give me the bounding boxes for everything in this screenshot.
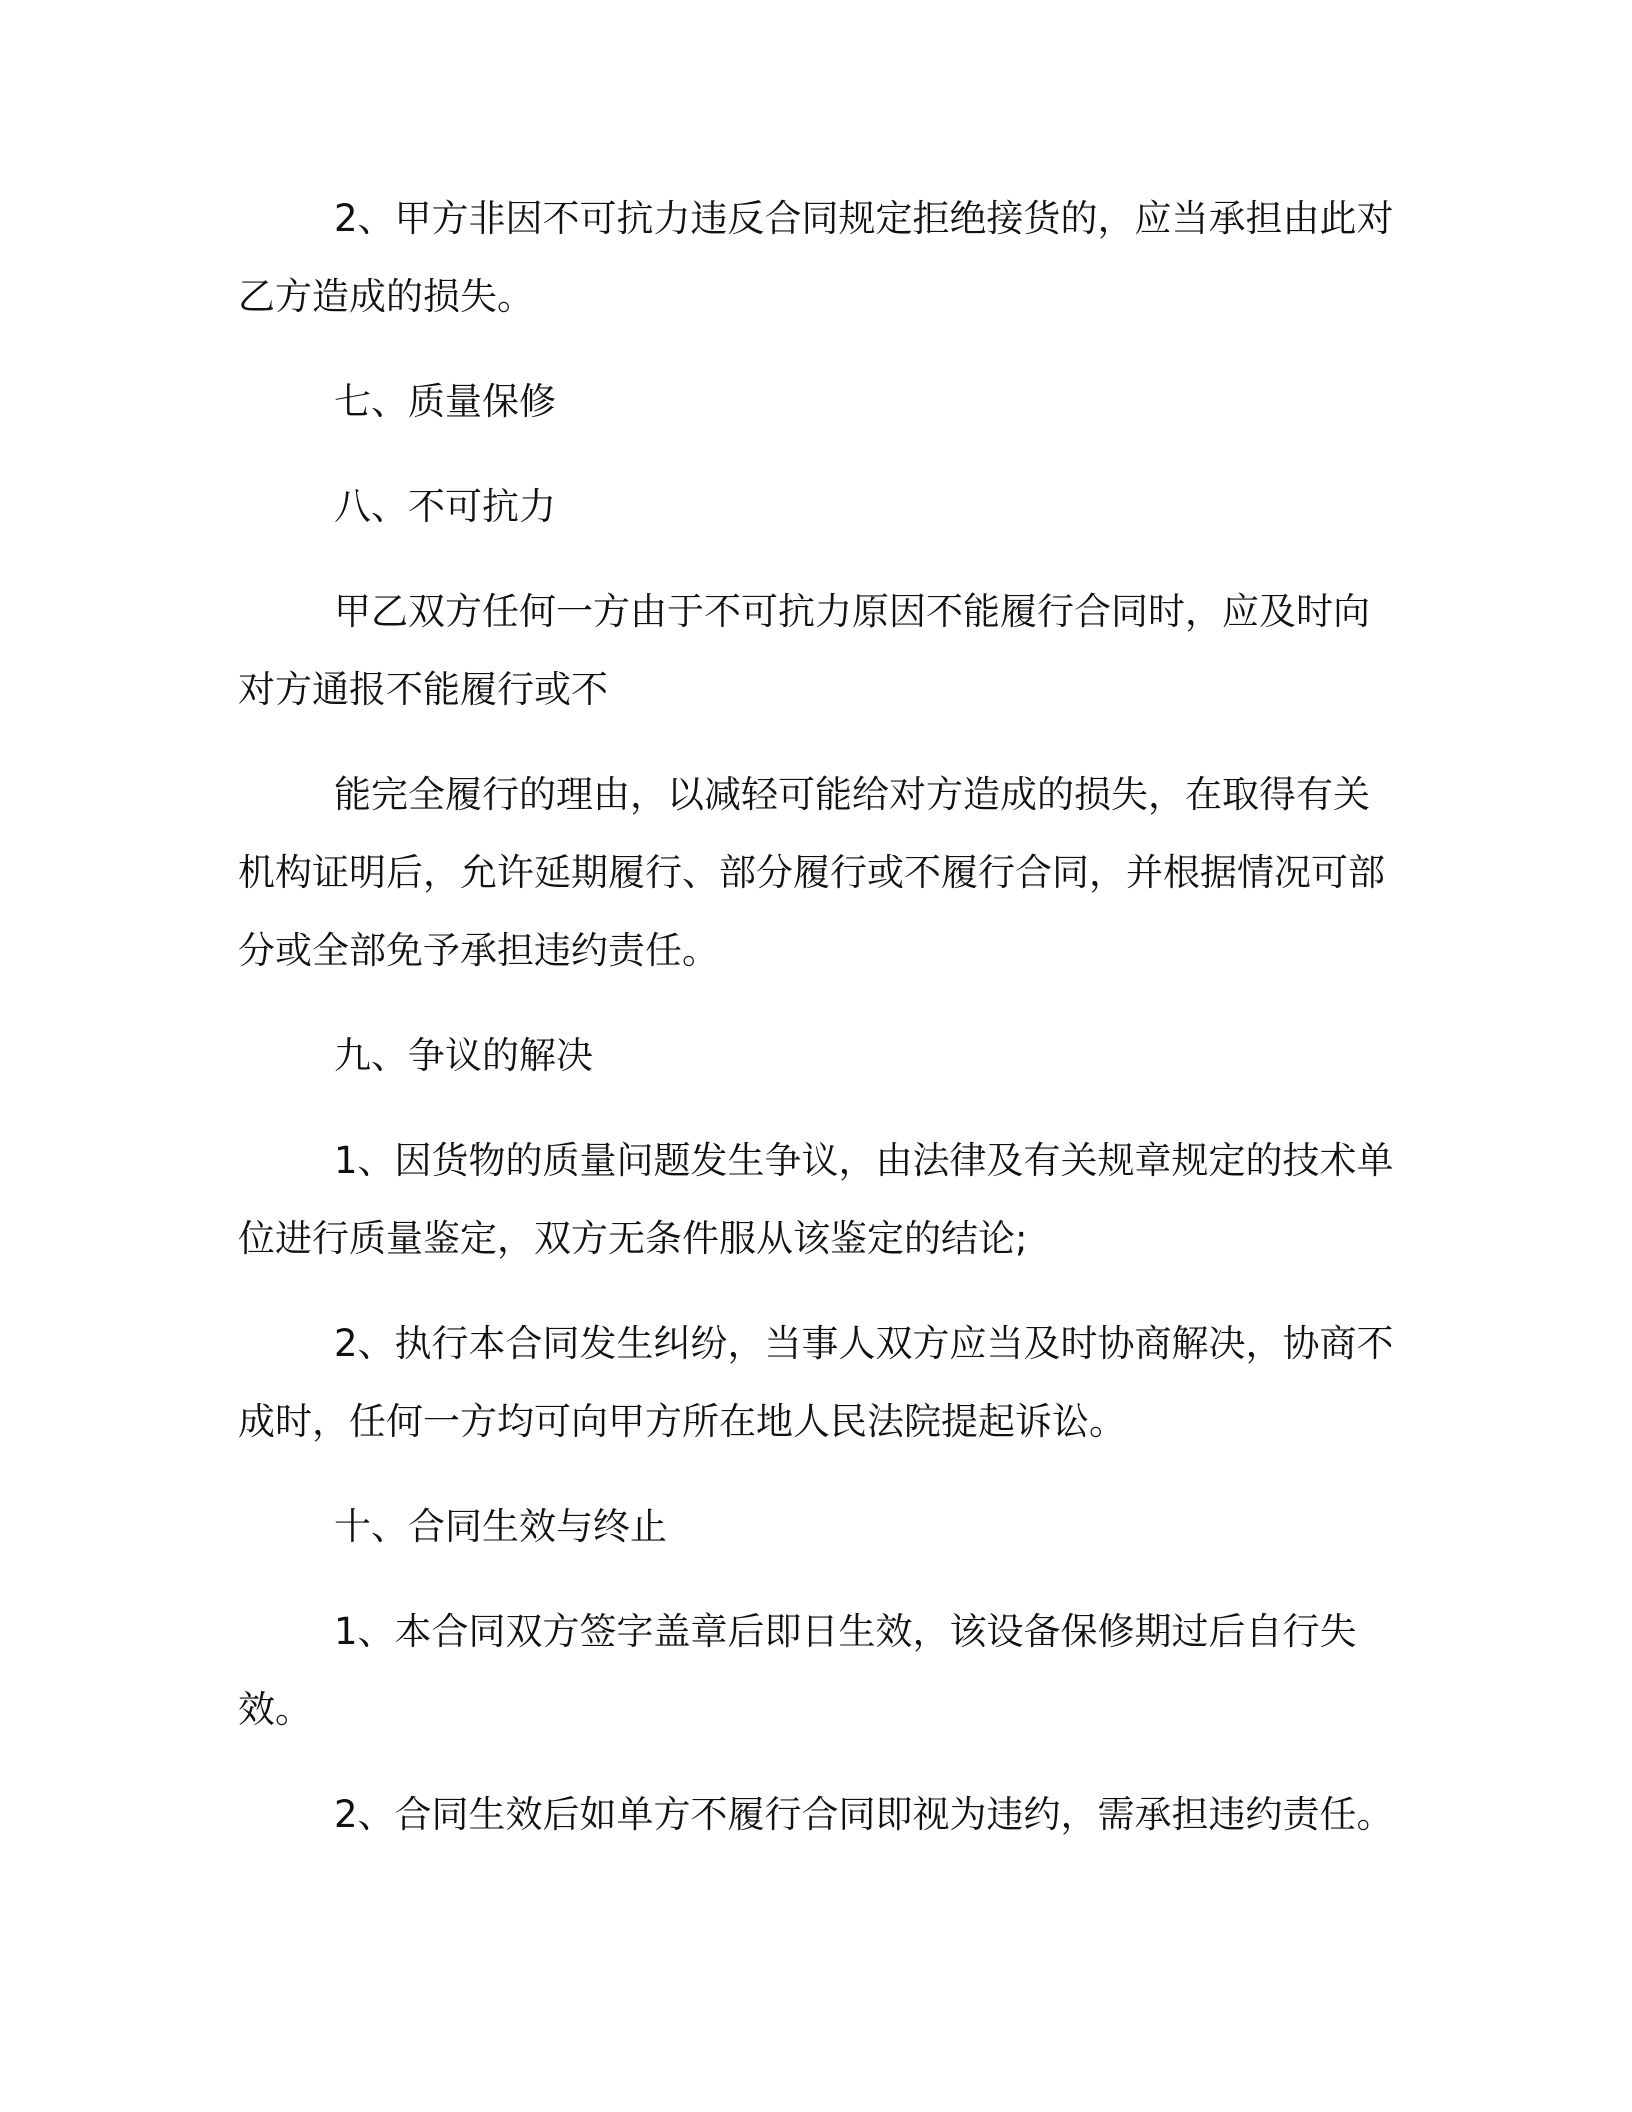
section-heading-7: 七、质量保修 — [334, 380, 556, 423]
clause-10-2: 2、合同生效后如单方不履行合同即视为违约，需承担违约责任。 — [334, 1793, 1394, 1836]
clause-9-2: 2、执行本合同发生纠纷，当事人双方应当及时协商解决，协商不成时，任何一方均可向甲方所在地人民法院提起诉讼。 — [238, 1322, 1394, 1443]
clause-9-1: 1、因货物的质量问题发生争议，由法律及有关规章规定的技术单位进行质量鉴定，双方无条件服从该鉴定的结论; — [238, 1139, 1394, 1260]
clause-8-paragraph-1: 甲乙双方任何一方由于不可抗力原因不能履行合同时，应及时向对方通报不能履行或不 — [238, 590, 1370, 711]
section-heading-9: 九、争议的解决 — [334, 1034, 593, 1077]
section-heading-8: 八、不可抗力 — [334, 485, 556, 528]
clause-10-1: 1、本合同双方签字盖章后即日生效，该设备保修期过后自行失效。 — [238, 1610, 1357, 1731]
section-heading-10: 十、合同生效与终止 — [334, 1505, 667, 1548]
clause-6-2: 2、甲方非因不可抗力违反合同规定拒绝接货的，应当承担由此对乙方造成的损失。 — [238, 197, 1394, 318]
clause-8-paragraph-2: 能完全履行的理由，以减轻可能给对方造成的损失，在取得有关机构证明后，允许延期履行、部分履行或不履行合同，并根据情况可部分或全部免予承担违约责任。 — [238, 773, 1385, 972]
document-body — [238, 180, 1398, 1881]
